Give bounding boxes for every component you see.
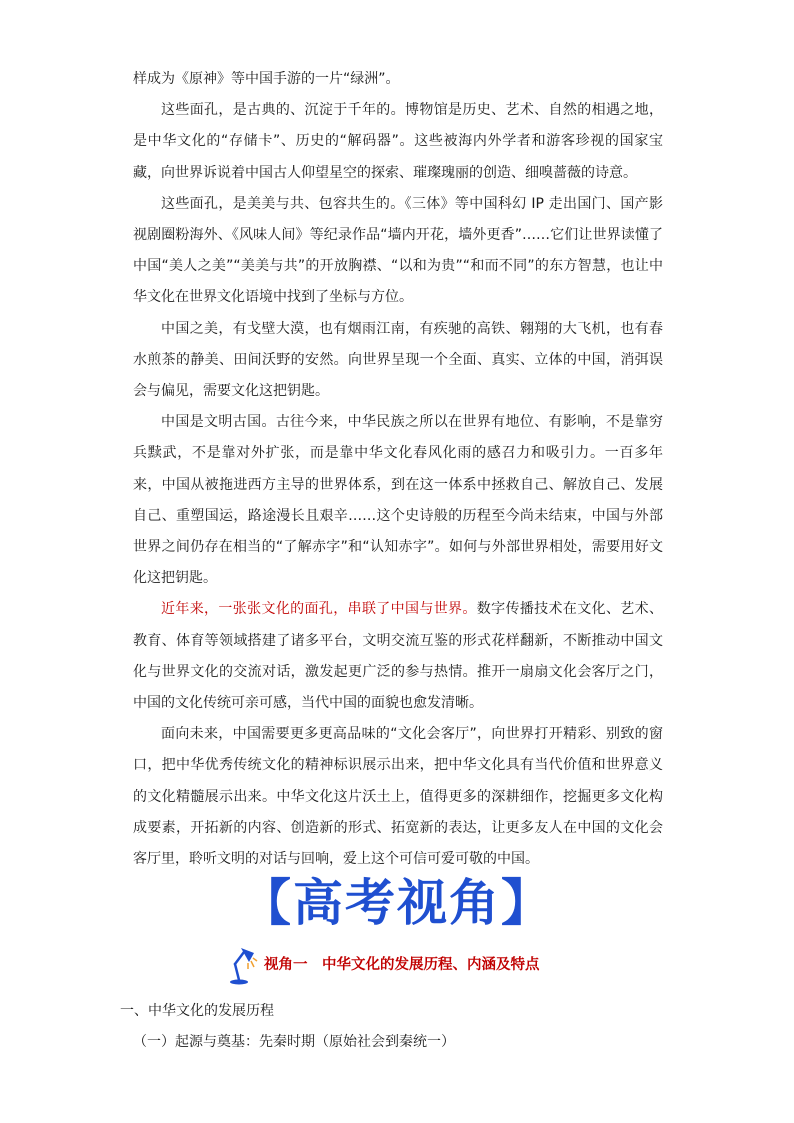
paragraph: 中国之美，有戈壁大漠，也有烟雨江南，有疾驰的高铁、翱翔的大飞机，也有春水煎茶的静美、田间沃野的安然。向世界呈现一个全面、真实、立体的中国，消弭误会与偏见，需要文化这把钥匙。 [133,320,663,400]
paragraph: 这些面孔，是美美与共、包容共生的。《三体》等中国科幻 IP 走出国门、国产影视剧圈粉海外、《风味人间》等纪录作品“墙内开花，墙外更香”……它们让世界读懂了中国“美人之美”“美美与共”的开放胸襟、“以和为贵”“和而不同”的东方智慧，也让中华文化在世界文化语境中找到了坐标与方位。 [133,195,663,306]
highlighted-sentence: 近年来，一张张文化的面孔，串联了中国与世界。 [161,601,477,618]
paragraph: 中国是文明古国。古往今来，中华民族之所以在世界有地位、有影响，不是靠穷兵黩武，不是靠对外扩张，而是靠中华文化春风化雨的感召力和吸引力。一百多年来，中国从被拖进西方主导的世界体系，到在这一体系中拯救自己、解放自己、发展自己、重塑国运，路途漫长且艰辛……这个史诗般的历程至今尚未结束，中国与外部世界之间仍存在相当的“了解赤字”和“认知赤字”。如何与外部世界相处，需要用好文化这把钥匙。 [133,414,663,587]
section-banner: 【高考视角】 [241,874,553,932]
heading-level-1: 一、中华文化的发展历程 [120,1003,274,1019]
article-body [133,64,663,875]
paragraph-text: 数字传播技术在文化、艺术、教育、体育等领域搭建了诸多平台，文明交流互鉴的形式花样翻新，不断推动中国文化与世界文化的交流对话，激发起更广泛的参与热情。推开一扇扇文化会客厅之门，中国的文化传统可亲可感，当代中国的面貌也愈发清晰。 [133,601,664,712]
paragraph: 面向未来，中国需要更多更高品味的“文化会客厅”，向世界打开精彩、别致的窗口，把中华优秀传统文化的精神标识展示出来，把中华文化具有当代价值和世界意义的文化精髓展示出来。中华文化这片沃土上，值得更多的深耕细作，挖掘更多文化构成要素，开拓新的内容、创造新的形式、拓宽新的表达，让更多友人在中国的文化会客厅里，聆听文明的对话与回响，爱上这个可信可爱可敬的中国。 [133,726,663,868]
paragraph: 样成为《原神》等中国手游的一片“绿洲”。 [133,71,400,87]
heading-level-2: （一）起源与奠基：先秦时期（原始社会到秦统一） [133,1034,455,1050]
section-subheading: 视角一 中华文化的发展历程、内涵及特点 [264,956,540,973]
desk-lamp-icon [228,944,258,986]
paragraph [133,594,663,719]
paragraph: 这些面孔，是古典的、沉淀于千年的。博物馆是历史、艺术、自然的相遇之地，是中华文化的“存储卡”、历史的“解码器”。这些被海内外学者和游客珍视的国家宝藏，向世界诉说着中国古人仰望星空的探索、璀璨瑰丽的创造、细嗅蔷薇的诗意。 [133,102,663,181]
